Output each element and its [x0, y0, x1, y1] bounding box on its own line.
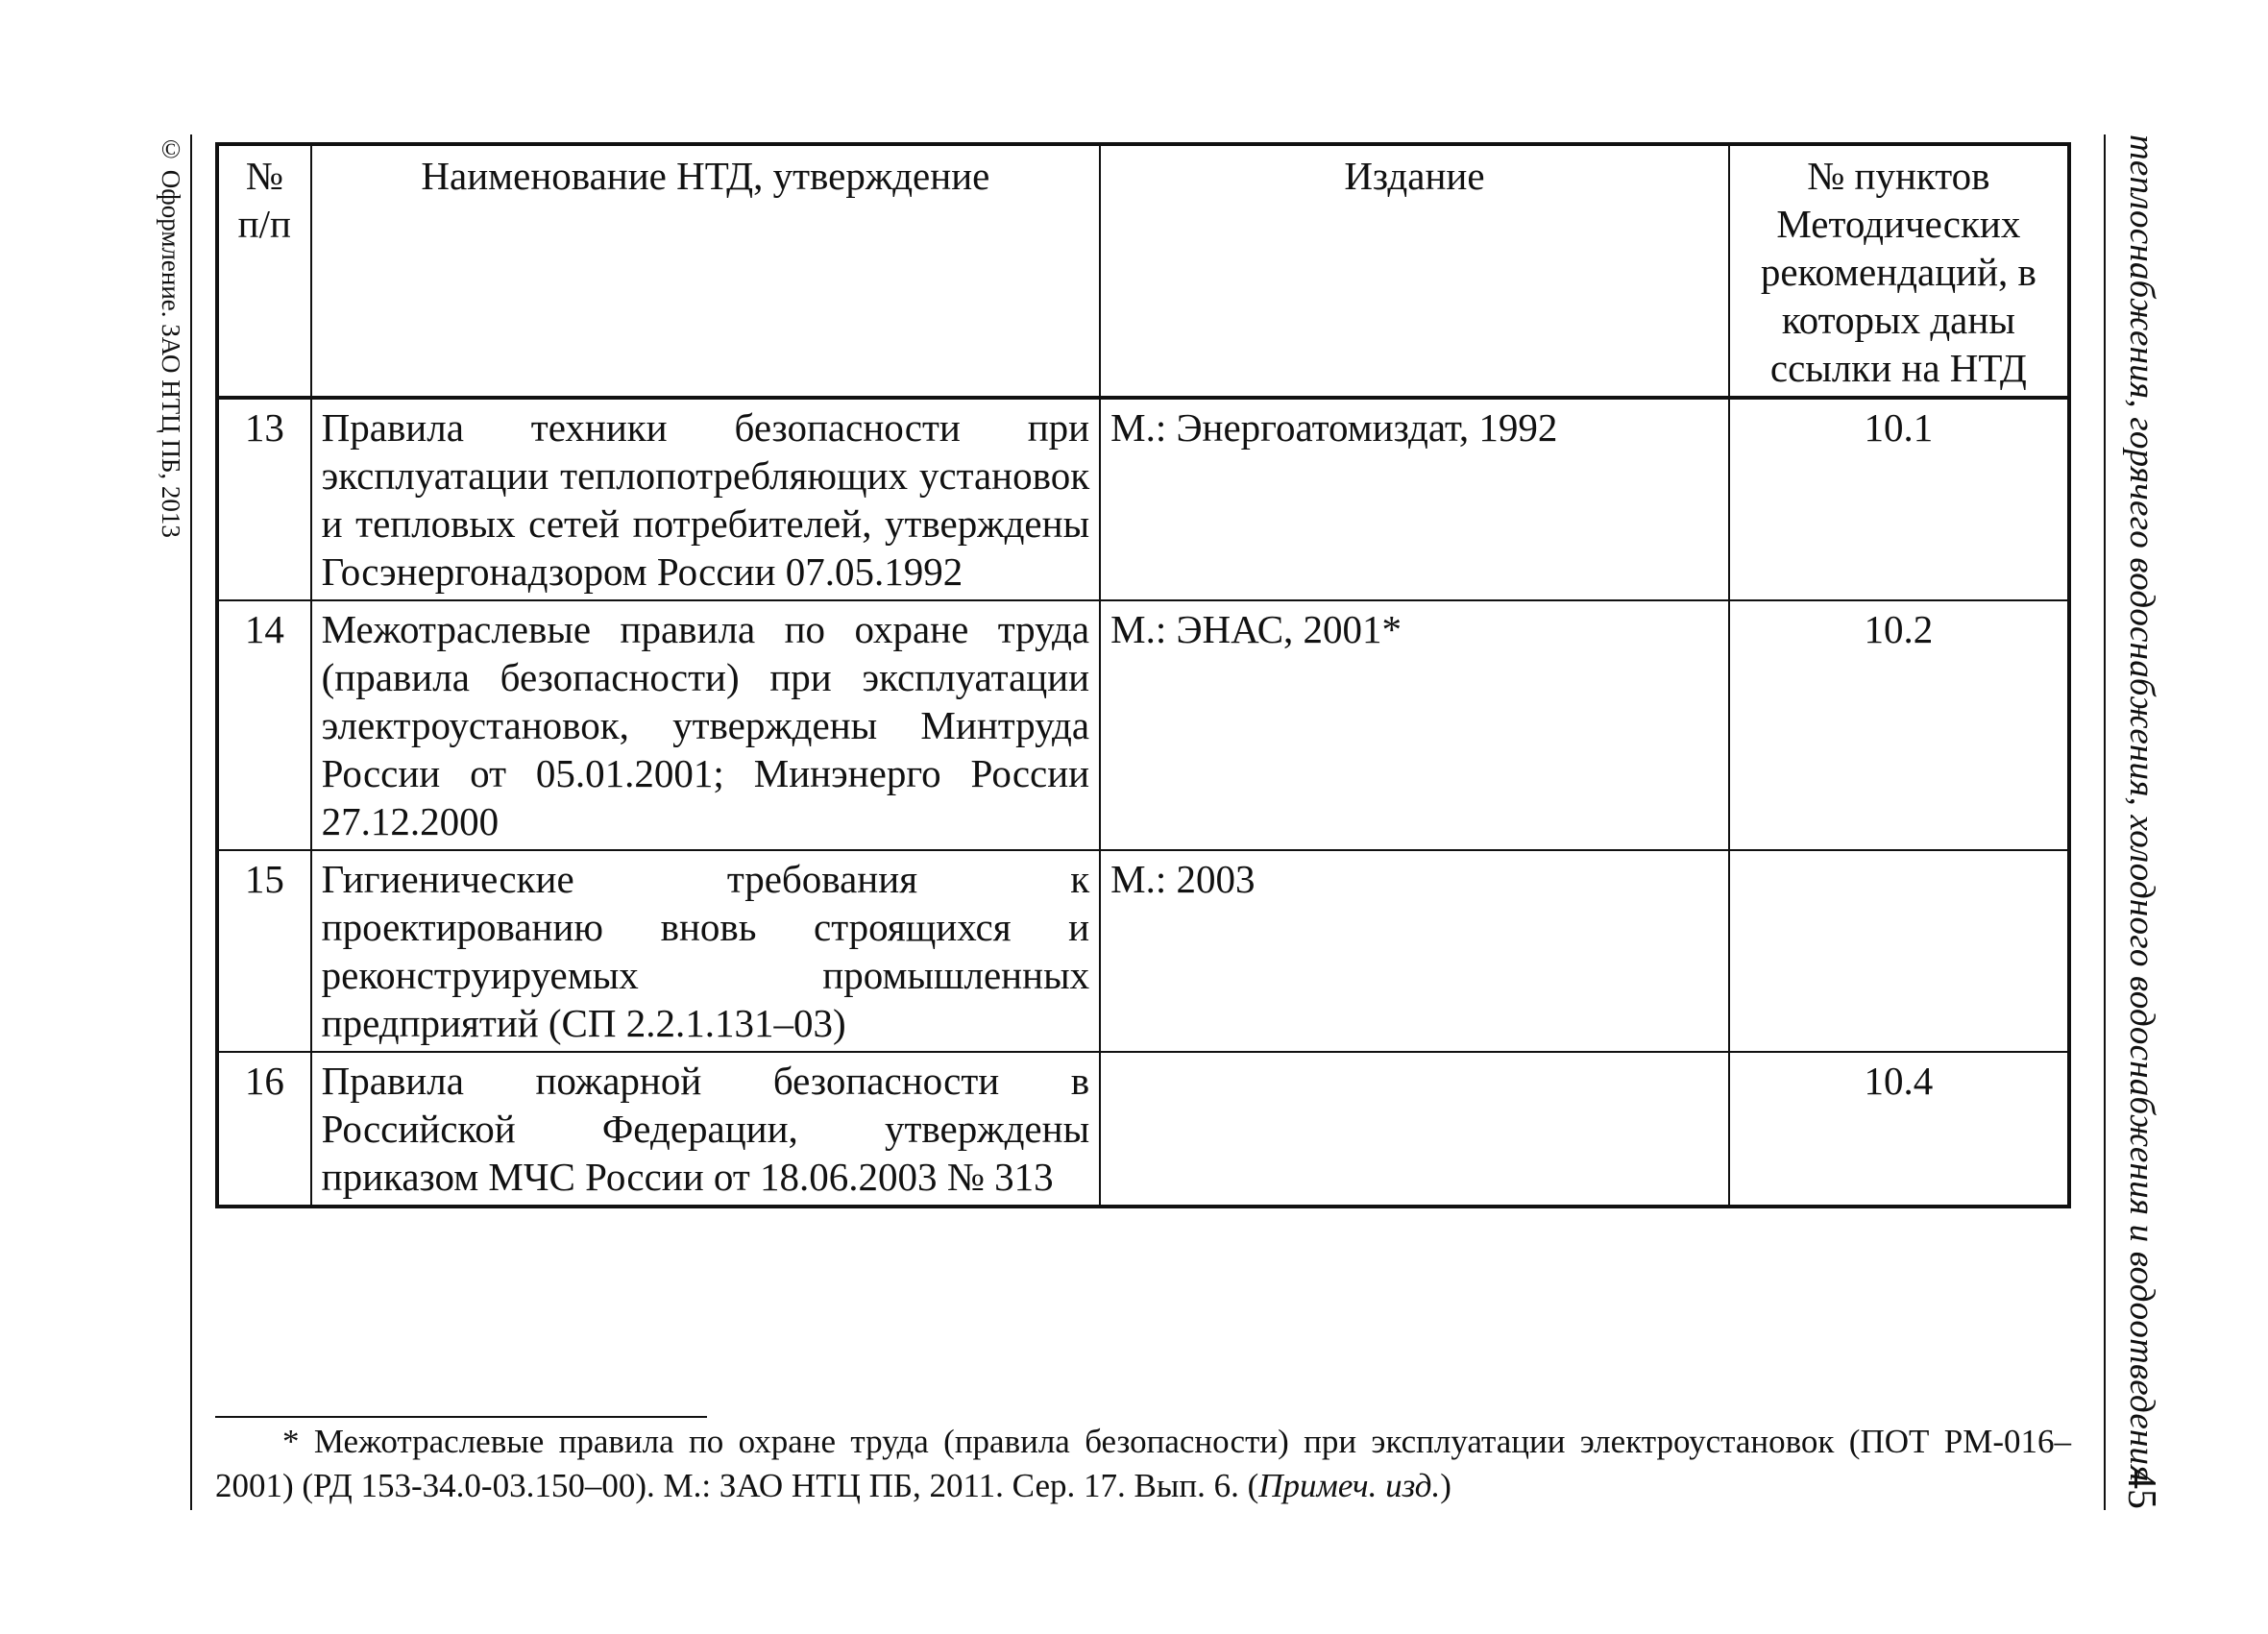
header-name: Наименование НТД, утверждение [311, 144, 1100, 398]
footnote-close: ) [1440, 1467, 1451, 1504]
table-row [217, 398, 2069, 600]
footnote-text: * Межотраслевые правила по охране труда (правила безопасности) при эксплуатации электроустановок (ПОТ РМ-016–2001) (РД 153-34.0-03.150–00). М.: ЗАО НТЦ ПБ, 2011. Сер. 17. Вып. 6. ( [215, 1423, 2071, 1504]
row-name: Правила техники безопасности при эксплуатации теплопотребляющих установок и тепловых сетей потребителей, утверждены Госэнергонадзором России 07.05.1992 [311, 398, 1100, 600]
row-num: 13 [217, 398, 311, 600]
row-points: 10.1 [1729, 398, 2069, 600]
table-row [217, 1052, 2069, 1207]
footnote [215, 1420, 2071, 1508]
right-margin-rule [2104, 134, 2106, 1510]
row-name: Правила пожарной безопасности в Российской Федерации, утверждены приказом МЧС России от 18.06.2003 № 313 [311, 1052, 1100, 1207]
header-num: № п/п [217, 144, 311, 398]
row-num: 15 [217, 850, 311, 1052]
ntd-table [215, 142, 2071, 1208]
row-publication: М.: ЭНАС, 2001* [1100, 600, 1729, 850]
row-name: Гигиенические требования к проектированию вновь строящихся и реконструируемых промышленных предприятий (СП 2.2.1.131–03) [311, 850, 1100, 1052]
row-points: 10.4 [1729, 1052, 2069, 1207]
row-publication [1100, 1052, 1729, 1207]
footnote-note: Примеч. изд. [1258, 1467, 1441, 1504]
header-publication: Издание [1100, 144, 1729, 398]
table-row [217, 850, 2069, 1052]
row-publication: М.: Энергоатомиздат, 1992 [1100, 398, 1729, 600]
table-row [217, 600, 2069, 850]
row-points: 10.2 [1729, 600, 2069, 850]
table-header-row [217, 144, 2069, 398]
copyright-notice: © Оформление. ЗАО НТЦ ПБ, 2013 [157, 134, 185, 538]
row-publication: М.: 2003 [1100, 850, 1729, 1052]
footnote-rule [215, 1416, 707, 1418]
row-num: 16 [217, 1052, 311, 1207]
row-points [1729, 850, 2069, 1052]
header-points: № пунктов Методических рекомендаций, в которых даны ссылки на НТД [1729, 144, 2069, 398]
page-number: 45 [2119, 1469, 2163, 1509]
row-name: Межотраслевые правила по охране труда (правила безопасности) при эксплуатации электроустановок, утверждены Минтруда России от 05.01.2001; Минэнерго России 27.12.2000 [311, 600, 1100, 850]
running-head: теплоснабжения, горячего водоснабжения, холодного водоснабжения и водоотведения [2122, 134, 2161, 1482]
row-num: 14 [217, 600, 311, 850]
